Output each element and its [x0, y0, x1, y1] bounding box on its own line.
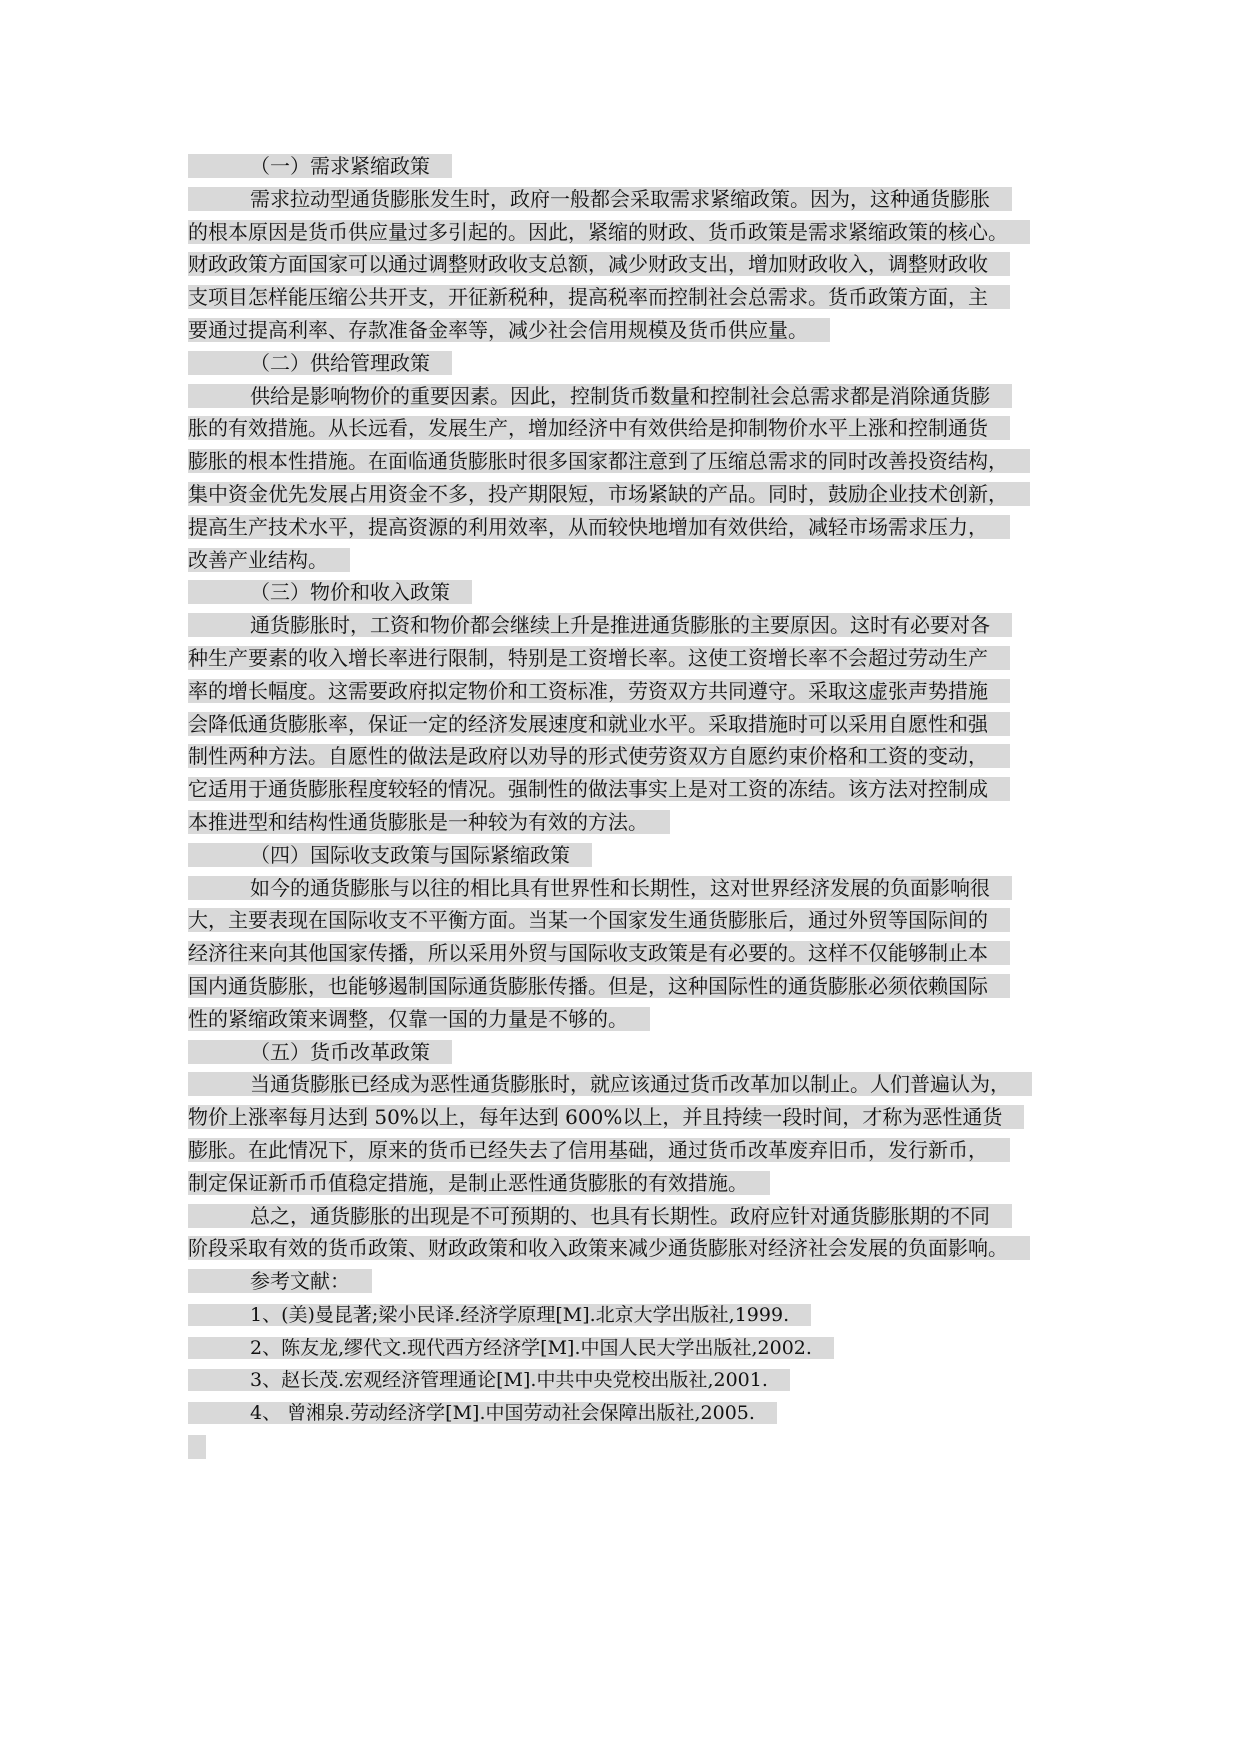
section-heading — [188, 347, 1068, 380]
section-heading-text: （三）物价和收入政策 — [188, 580, 472, 604]
paragraph-line — [188, 740, 1068, 773]
paragraph-line — [188, 216, 1068, 249]
paragraph-line-text: 膨胀的根本性措施。在面临通货膨胀时很多国家都注意到了压缩总需求的同时改善投资结构， — [188, 449, 1030, 473]
paragraph-line-text: 支项目怎样能压缩公共开支，开征新税种，提高税率而控制社会总需求。货币政策方面，主 — [188, 285, 1010, 309]
paragraph-line-text: 的根本原因是货币供应量过多引起的。因此，紧缩的财政、货币政策是需求紧缩政策的核心。 — [188, 220, 1030, 244]
section-heading — [188, 1036, 1068, 1069]
paragraph-line-text: 集中资金优先发展占用资金不多，投产期限短，市场紧缺的产品。同时，鼓励企业技术创新， — [188, 482, 1030, 506]
section-heading-text: （一）需求紧缩政策 — [188, 154, 452, 178]
paragraph-line-text: 会降低通货膨胀率，保证一定的经济发展速度和就业水平。采取措施时可以采用自愿性和强 — [188, 712, 1010, 736]
paragraph-line — [188, 445, 1068, 478]
paragraph-line-text: 胀的有效措施。从长远看，发展生产，增加经济中有效供给是抑制物价水平上涨和控制通货 — [188, 416, 1010, 440]
paragraph-line-text: 性的紧缩政策来调整，仅靠一国的力量是不够的。 — [188, 1007, 650, 1031]
section-heading — [188, 839, 1068, 872]
references-heading — [188, 1265, 1068, 1298]
reference-item-text: 3、赵长茂.宏观经济管理通论[M].中共中央党校出版社,2001. — [188, 1369, 790, 1391]
paragraph-line-text: 种生产要素的收入增长率进行限制，特别是工资增长率。这使工资增长率不会超过劳动生产 — [188, 646, 1010, 670]
paragraph-line — [188, 970, 1068, 1003]
section-heading — [188, 150, 1068, 183]
paragraph-line-text: 它适用于通货膨胀程度较轻的情况。强制性的做法事实上是对工资的冻结。该方法对控制成 — [188, 777, 1010, 801]
conclusion-line-text: 阶段采取有效的货币政策、财政政策和收入政策来减少通货膨胀对经济社会发展的负面影响。 — [188, 1236, 1030, 1260]
conclusion-line — [188, 1232, 1068, 1265]
paragraph-line — [188, 412, 1068, 445]
section-heading — [188, 576, 1068, 609]
paragraph-line-text: 要通过提高利率、存款准备金率等，减少社会信用规模及货币供应量。 — [188, 318, 830, 342]
paragraph-line — [188, 609, 1068, 642]
paragraph-line — [188, 1101, 1068, 1134]
paragraph-line — [188, 544, 1068, 577]
conclusion-line-text: 总之，通货膨胀的出现是不可预期的、也具有长期性。政府应针对通货膨胀期的不同 — [188, 1204, 1012, 1228]
paragraph-line-text: 大，主要表现在国际收支不平衡方面。当某一个国家发生通货膨胀后，通过外贸等国际间的 — [188, 908, 1010, 932]
paragraph-line-text: 物价上涨率每月达到 50%以上，每年达到 600%以上，并且持续一段时间，才称为恶性通货 — [188, 1105, 1024, 1129]
paragraph-line-text: 财政政策方面国家可以通过调整财政收支总额，减少财政支出，增加财政收入，调整财政收 — [188, 252, 1010, 276]
paragraph-line — [188, 904, 1068, 937]
paragraph-line — [188, 937, 1068, 970]
reference-item-text: 1、(美)曼昆著;梁小民译.经济学原理[M].北京大学出版社,1999. — [188, 1304, 811, 1326]
paragraph-line-text: 供给是影响物价的重要因素。因此，控制货币数量和控制社会总需求都是消除通货膨 — [188, 384, 1012, 408]
section-heading-text: （五）货币改革政策 — [188, 1040, 452, 1064]
paragraph-line-text: 提高生产技术水平，提高资源的利用效率，从而较快地增加有效供给，减轻市场需求压力， — [188, 515, 1010, 539]
paragraph-line-text: 本推进型和结构性通货膨胀是一种较为有效的方法。 — [188, 810, 670, 834]
paragraph-line — [188, 183, 1068, 216]
paragraph-line-text: 当通货膨胀已经成为恶性通货膨胀时，就应该通过货币改革加以制止。人们普遍认为， — [188, 1072, 1032, 1096]
paragraph-line — [188, 281, 1068, 314]
paragraph-line — [188, 1068, 1068, 1101]
paragraph-line — [188, 1003, 1068, 1036]
paragraph-line — [188, 773, 1068, 806]
paragraph-line-text: 改善产业结构。 — [188, 548, 350, 572]
paragraph-line-text: 制定保证新币币值稳定措施，是制止恶性通货膨胀的有效措施。 — [188, 1171, 770, 1195]
empty-paragraph-mark — [188, 1435, 206, 1459]
paragraph-line-text: 膨胀。在此情况下，原来的货币已经失去了信用基础，通过货币改革废弃旧币，发行新币， — [188, 1138, 1010, 1162]
paragraph-line — [188, 314, 1068, 347]
empty-paragraph — [188, 1429, 1068, 1462]
paragraph-line — [188, 806, 1068, 839]
references-heading-text: 参考文献： — [188, 1269, 372, 1293]
reference-item — [188, 1331, 1068, 1364]
paragraph-line-text: 制性两种方法。自愿性的做法是政府以劝导的形式使劳资双方自愿约束价格和工资的变动， — [188, 744, 1010, 768]
document-body — [188, 150, 1068, 1462]
paragraph-line — [188, 478, 1068, 511]
conclusion-line — [188, 1200, 1068, 1233]
reference-item — [188, 1363, 1068, 1396]
reference-item-text: 2、陈友龙,缪代文.现代西方经济学[M].中国人民大学出版社,2002. — [188, 1337, 834, 1359]
reference-item — [188, 1396, 1068, 1429]
section-heading-text: （四）国际收支政策与国际紧缩政策 — [188, 843, 592, 867]
paragraph-line — [188, 872, 1068, 905]
paragraph-line-text: 需求拉动型通货膨胀发生时，政府一般都会采取需求紧缩政策。因为，这种通货膨胀 — [188, 187, 1012, 211]
paragraph-line — [188, 511, 1068, 544]
reference-item-text: 4、 曾湘泉.劳动经济学[M].中国劳动社会保障出版社,2005. — [188, 1402, 777, 1424]
reference-item — [188, 1298, 1068, 1331]
paragraph-line — [188, 675, 1068, 708]
paragraph-line — [188, 1134, 1068, 1167]
paragraph-line-text: 通货膨胀时，工资和物价都会继续上升是推进通货膨胀的主要原因。这时有必要对各 — [188, 613, 1012, 637]
paragraph-line — [188, 1167, 1068, 1200]
paragraph-line — [188, 248, 1068, 281]
paragraph-line — [188, 642, 1068, 675]
paragraph-line-text: 经济往来向其他国家传播，所以采用外贸与国际收支政策是有必要的。这样不仅能够制止本 — [188, 941, 1010, 965]
paragraph-line — [188, 380, 1068, 413]
section-heading-text: （二）供给管理政策 — [188, 351, 452, 375]
paragraph-line-text: 如今的通货膨胀与以往的相比具有世界性和长期性，这对世界经济发展的负面影响很 — [188, 876, 1012, 900]
paragraph-line-text: 率的增长幅度。这需要政府拟定物价和工资标准，劳资双方共同遵守。采取这虚张声势措施 — [188, 679, 1010, 703]
paragraph-line-text: 国内通货膨胀，也能够遏制国际通货膨胀传播。但是，这种国际性的通货膨胀必须依赖国际 — [188, 974, 1010, 998]
paragraph-line — [188, 708, 1068, 741]
